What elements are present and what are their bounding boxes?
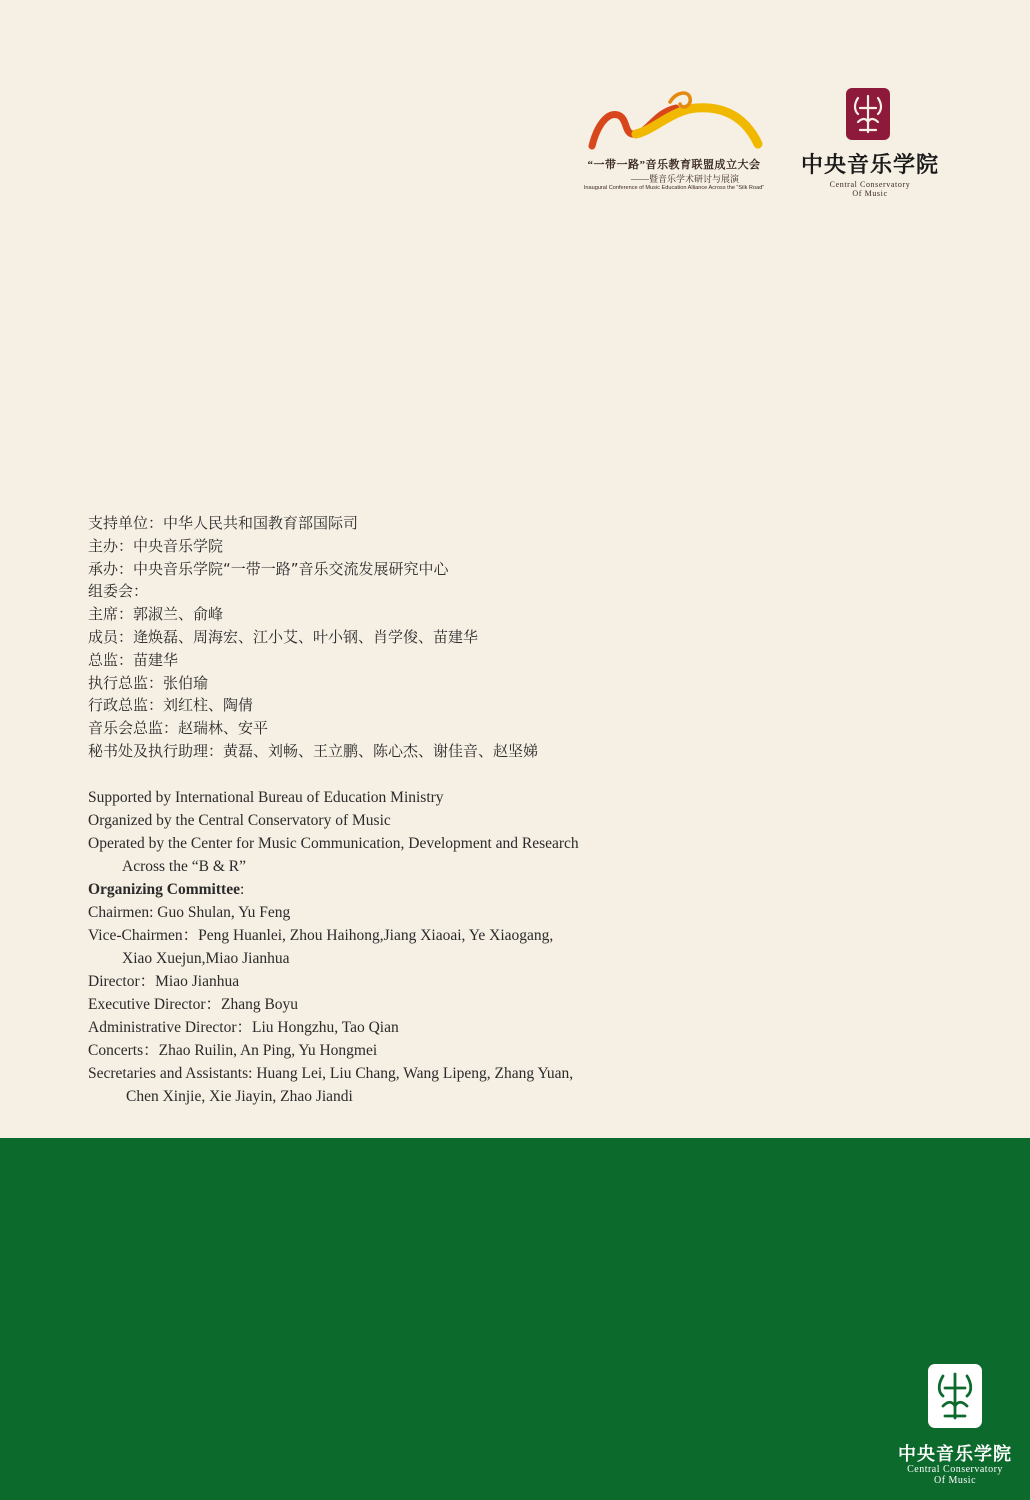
committee-heading-label: Organizing Committee bbox=[88, 881, 240, 898]
ccom-emblem-white-icon bbox=[928, 1364, 982, 1428]
ccom-name-en-line2: Of Music bbox=[852, 189, 888, 198]
credits-zh bbox=[88, 512, 788, 763]
silk-road-swoosh-icon bbox=[584, 88, 764, 154]
credit-organized: Organized by the Central Conservatory of Music bbox=[88, 812, 391, 829]
credit-zh-line: 行政总监：刘红柱、陶倩 bbox=[88, 696, 254, 715]
credit-zh-line: 执行总监：张伯瑜 bbox=[88, 673, 209, 692]
ccom-emblem-glyph-icon bbox=[846, 88, 890, 140]
credit-concerts: Concerts：Zhao Ruilin, An Ping, Yu Hongmei bbox=[88, 1042, 378, 1059]
credit-zh-line: 组委会： bbox=[88, 582, 149, 601]
credit-zh-line: 音乐会总监：赵瑞林、安平 bbox=[88, 719, 269, 738]
ccom-logo-top bbox=[800, 88, 940, 203]
credit-zh-line: 总监：苗建华 bbox=[88, 650, 179, 669]
credit-vice-chairmen: Vice-Chairmen：Peng Huanlei, Zhou Haihong,Jiang Xiaoai, Ye Xiaogang, bbox=[88, 927, 554, 944]
credit-secretaries-cont: Chen Xinjie, Xie Jiayin, Zhao Jiandi bbox=[126, 1088, 353, 1105]
ccom-logo-bottom bbox=[890, 1364, 1020, 1486]
credit-zh-line: 支持单位：中华人民共和国教育部国际司 bbox=[88, 514, 359, 532]
credit-administrative-director: Administrative Director：Liu Hongzhu, Tao Qian bbox=[88, 1019, 399, 1036]
ccom-emblem-icon bbox=[846, 88, 890, 140]
ccom-bottom-name-zh: 中央音乐学院 bbox=[898, 1444, 1012, 1464]
silk-road-conference-logo bbox=[578, 88, 770, 200]
ccom-name-zh: 中央音乐学院 bbox=[800, 152, 939, 177]
green-footer-band bbox=[0, 1138, 1030, 1500]
credit-zh-line: 主办：中央音乐学院 bbox=[88, 536, 224, 555]
credit-zh-line: 承办：中央音乐学院“一带一路”音乐交流发展研究中心 bbox=[88, 559, 449, 578]
credit-executive-director: Executive Director：Zhang Boyu bbox=[88, 996, 299, 1013]
credit-zh-line: 主席：郭淑兰、俞峰 bbox=[88, 605, 224, 624]
credit-zh-line: 成员：逄焕磊、周海宏、江小艾、叶小钢、肖学俊、苗建华 bbox=[88, 627, 479, 646]
credit-director: Director：Miao Jianhua bbox=[88, 973, 240, 990]
committee-heading-colon: : bbox=[239, 881, 245, 898]
credit-operated-cont: Across the “B & R” bbox=[122, 858, 246, 875]
credit-chairmen: Chairmen: Guo Shulan, Yu Feng bbox=[88, 904, 291, 921]
ccom-name-en-line1: Central Conservatory bbox=[829, 180, 911, 189]
ccom-bottom-name-en-line2: Of Music bbox=[933, 1475, 977, 1486]
silk-road-title-en: Inaugural Conference of Music Education Alliance Across the “Silk Road” bbox=[583, 185, 765, 191]
silk-road-subtitle-zh: ——暨音乐学术研讨与展演 bbox=[630, 174, 739, 184]
credit-supported: Supported by International Bureau of Education Ministry bbox=[88, 789, 444, 806]
credits-en bbox=[88, 786, 688, 1108]
credit-zh-line: 秘书处及执行助理：黄磊、刘畅、王立鹏、陈心杰、谢佳音、赵坚娣 bbox=[88, 741, 539, 760]
ccom-bottom-name-en-line1: Central Conservatory bbox=[907, 1464, 1003, 1475]
credit-vice-chairmen-cont: Xiao Xuejun,Miao Jianhua bbox=[122, 950, 290, 967]
credit-committee-heading bbox=[88, 878, 688, 901]
credit-secretaries: Secretaries and Assistants: Huang Lei, Liu Chang, Wang Lipeng, Zhang Yuan, bbox=[88, 1065, 574, 1082]
ccom-emblem-green-glyph-icon bbox=[928, 1364, 982, 1428]
silk-road-title-zh: “一带一路”音乐教育联盟成立大会 bbox=[587, 159, 761, 171]
credit-operated: Operated by the Center for Music Communication, Development and Research bbox=[88, 835, 579, 852]
